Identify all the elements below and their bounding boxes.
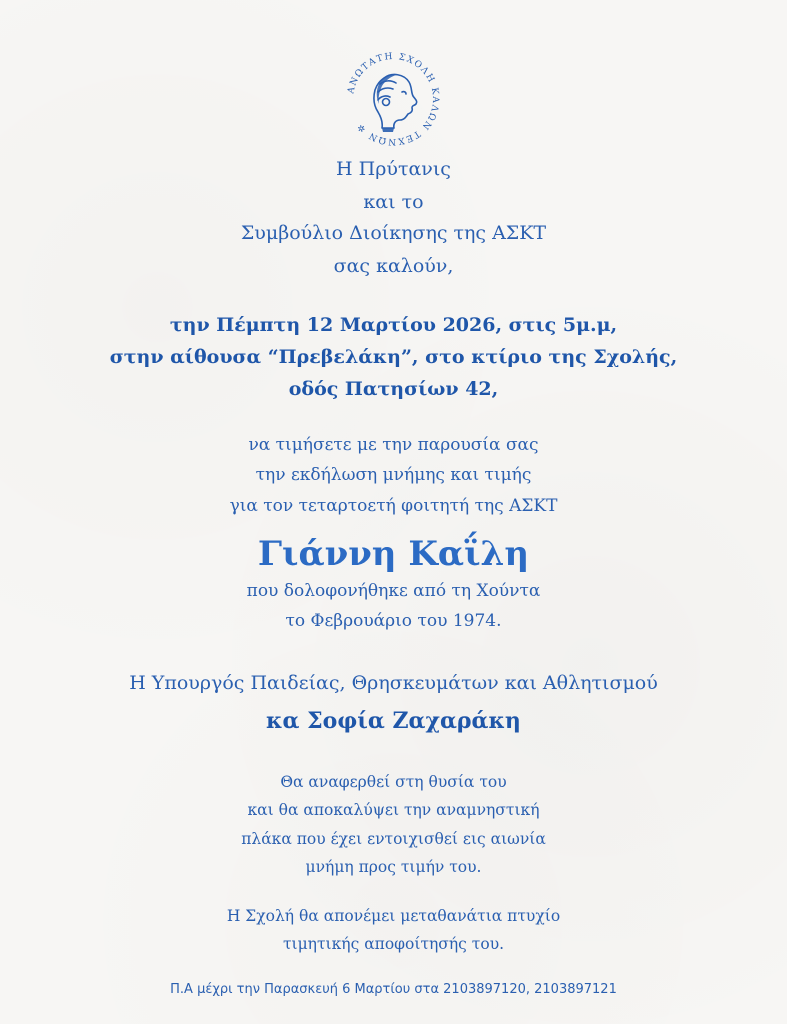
remarks-line-4: μνήμη προς τιμήν του. [305, 858, 482, 876]
degree-line-2: τιμητικής αποφοίτησής του. [282, 935, 505, 953]
honoree-line-2: το Φεβρουάριο του 1974. [285, 611, 502, 631]
school-seal-logo [338, 44, 448, 154]
rsvp-footer: Π.Α μέχρι την Παρασκευή 6 Μαρτίου στα 2103897120, 2103897121 [170, 982, 617, 997]
hosts-line-rector: Η Πρύτανις [336, 158, 451, 180]
minister-name: κα Σοφία Ζαχαράκη [266, 708, 521, 734]
event-date-line: την Πέμπτη 12 Μαρτίου 2026, στις 5μ.μ, [169, 314, 618, 336]
remarks-line-1: Θα αναφερθεί στη θυσία του [280, 773, 507, 791]
hosts-line-and: και το [363, 191, 424, 213]
hosts-line-board: Συμβούλιο Διοίκησης της ΑΣΚΤ [240, 222, 547, 244]
minister-title: Η Υπουργός Παιδείας, Θρησκευμάτων και Αθλητισμού [129, 672, 658, 694]
remarks-line-2: και θα αποκαλύψει την αναμνηστική [247, 801, 540, 819]
purpose-line-3: για τον τεταρτοετή φοιτητή της ΑΣΚΤ [229, 496, 558, 516]
hosts-line-invite: σας καλούν, [333, 255, 454, 277]
seal-lettering: ΑΝΩΤΑΤΗ ΣΧΟΛΗ ΚΑΛΩΝ ΤΕΧΝΩΝ ✲ [346, 51, 441, 147]
event-address-line: οδός Πατησίων 42, [288, 378, 499, 400]
honoree-name: Γιάννη Καΐλη [257, 534, 530, 574]
purpose-line-1: να τιμήσετε με την παρουσία σας [248, 435, 539, 455]
honoree-line-1: που δολοφονήθηκε από τη Χούντα [246, 581, 541, 601]
degree-line-1: Η Σχολή θα απονέμει μεταθανάτια πτυχίο [226, 907, 561, 925]
event-venue-line: στην αίθουσα “Πρεβελάκη”, στο κτίριο της Σχολής, [109, 346, 678, 368]
purpose-line-2: την εκδήλωση μνήμης και τιμής [255, 465, 532, 485]
remarks-line-3: πλάκα που έχει εντοιχισθεί εις αιωνία [241, 830, 546, 848]
